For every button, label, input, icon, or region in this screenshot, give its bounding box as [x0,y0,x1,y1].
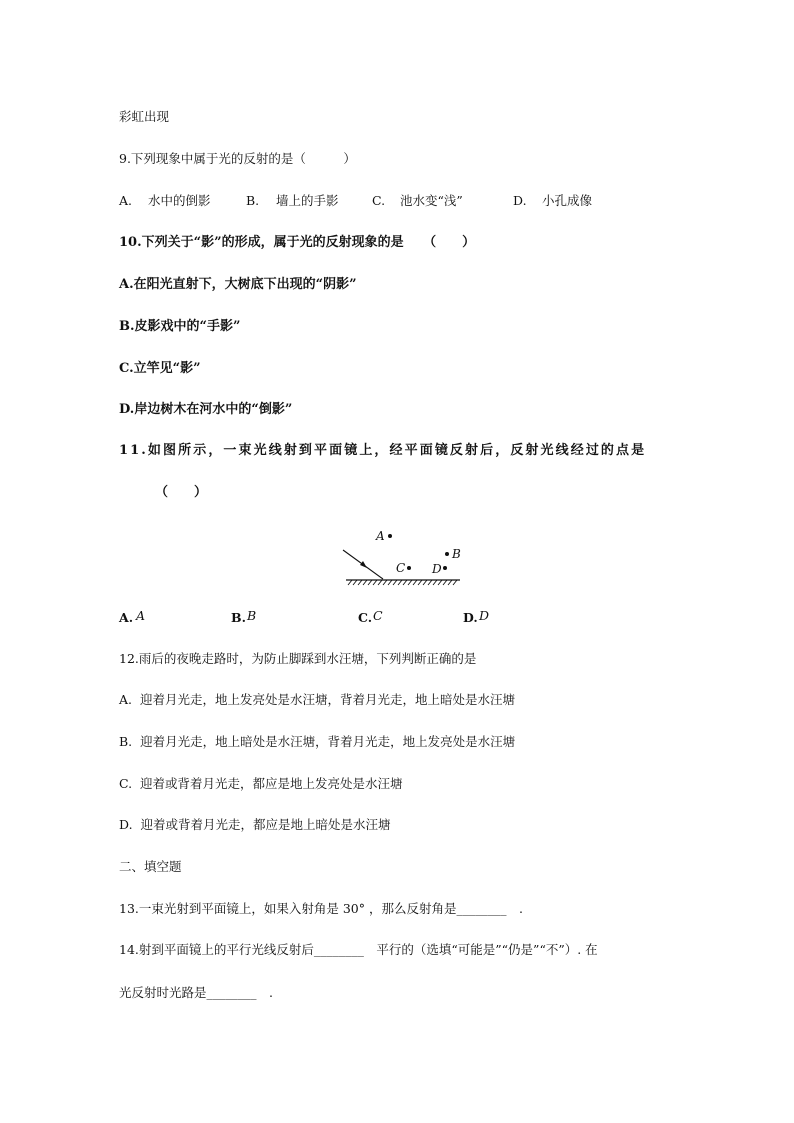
q10-option-a: A.在阳光直射下，大树底下出现的“阴影” [119,277,357,292]
question-13: 13.一束光射到平面镜上，如果入射角是 30° ，那么反射角是________ . [119,901,523,916]
ray-arrowhead [360,561,367,568]
q11-option-c-label: C. [358,610,373,625]
point-c [407,566,411,570]
point-d-label: D [432,562,442,576]
q9-option-d-text: 小孔成像 [542,193,593,208]
q9-option-c-label: C. [372,193,386,208]
question-14: 14.射到平面镜上的平行光线反射后________ 平行的（选填“可能是”“仍是”“不”）. 在 [119,942,598,957]
q9-option-a-text: 水中的倒影 [148,193,211,208]
q11-option-a-value: A [136,608,146,623]
q11-option-a-label: A. [119,610,134,625]
question-9: 9.下列现象中属于光的反射的是（ ） [119,151,356,166]
question-11-paren: （ ） [155,485,208,500]
q12-option-b: B. 迎着月光走，地上暗处是水汪塘，背着月光走，地上发亮处是水汪塘 [119,734,516,749]
question-10: 10.下列关于“影”的形成，属于光的反射现象的是 （ ） [119,235,476,250]
mirror-hatching [348,580,457,585]
q10-option-d: D.岸边树木在河水中的“倒影” [119,402,293,417]
q9-option-d-label: D. [513,193,527,208]
point-c-label: C [396,561,406,575]
point-b [445,552,449,556]
point-b-label: B [452,547,461,561]
q11-option-c-value: C [373,608,383,623]
q11-option-b-value: B [247,608,257,623]
q10-option-c: C.立竿见“影” [119,361,201,376]
question-14-cont: 光反射时光路是________ . [119,985,273,1000]
point-a [388,534,392,538]
q9-option-c-text: 池水变“浅” [400,193,463,208]
line-rainbow: 彩虹出现 [119,109,170,124]
q10-option-b: B.皮影戏中的“手影” [119,319,241,334]
q11-option-b-label: B. [231,610,246,625]
q9-option-b-label: B. [246,193,260,208]
q11-option-d-label: D. [463,610,478,625]
q12-option-c: C. 迎着或背着月光走，都应是地上发亮处是水汪塘 [119,776,403,791]
q12-option-a: A. 迎着月光走，地上发亮处是水汪塘，背着月光走，地上暗处是水汪塘 [119,692,515,707]
question-11: 11.如图所示，一束光线射到平面镜上，经平面镜反射后，反射光线经过的点是 [119,443,647,458]
q9-option-b-text: 墙上的手影 [276,193,339,208]
mirror-figure [338,522,468,592]
question-12: 12.雨后的夜晚走路时，为防止脚踩到水汪塘，下列判断正确的是 [119,651,477,666]
section-fill-in-title: 二、填空题 [119,859,182,874]
q9-option-a-label: A. [119,193,133,208]
point-a-label: A [376,529,385,543]
q11-option-d-value: D [479,608,490,623]
q12-option-d: D. 迎着或背着月光走，都应是地上暗处是水汪塘 [119,817,391,832]
point-d [443,566,447,570]
